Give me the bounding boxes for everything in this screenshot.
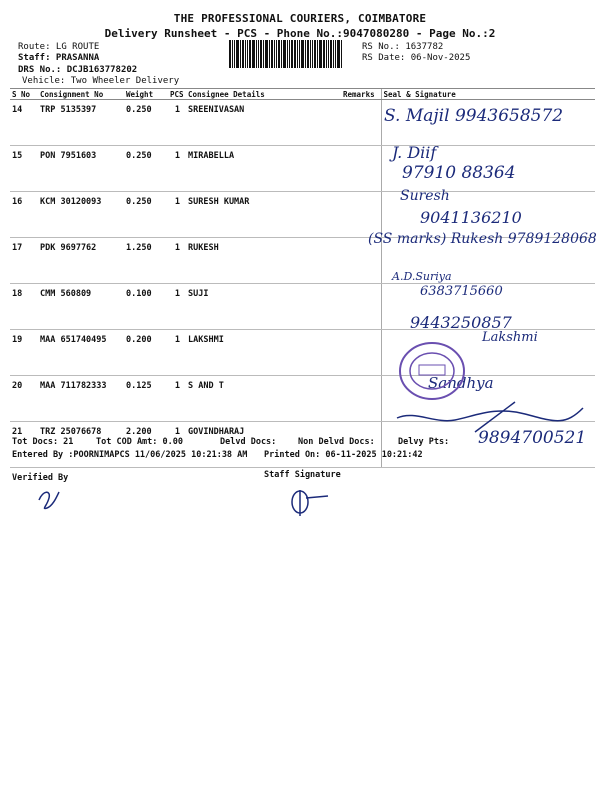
pcs-cell: 1 bbox=[168, 146, 186, 192]
weight-cell: 0.100 bbox=[124, 284, 168, 330]
verified-by-label: Verified By bbox=[12, 473, 69, 483]
remarks-cell bbox=[341, 284, 381, 330]
weight-cell: 0.200 bbox=[124, 330, 168, 376]
company-title: THE PROFESSIONAL COURIERS, COIMBATORE bbox=[173, 12, 427, 25]
col-seal: Seal & Signature bbox=[381, 89, 595, 100]
sno-cell: 19 bbox=[10, 330, 38, 376]
total-docs: Tot Docs: 21 bbox=[12, 437, 74, 447]
remarks-cell bbox=[341, 146, 381, 192]
company-stamp bbox=[397, 340, 467, 402]
col-sno: S No bbox=[10, 89, 38, 100]
consignment-cell: MAA 651740495 bbox=[38, 330, 124, 376]
consignment-cell: KCM 30120093 bbox=[38, 192, 124, 238]
handwriting-row-19-name: Lakshmi bbox=[482, 330, 538, 345]
total-cod-amount: Tot COD Amt: 0.00 bbox=[96, 437, 183, 447]
route-label: Route: LG ROUTE bbox=[18, 42, 100, 52]
handwriting-delivery-points: 9894700521 bbox=[478, 428, 587, 448]
handwriting-row-15-phone: 97910 88364 bbox=[402, 163, 516, 183]
rs-number: RS No.: 1637782 bbox=[362, 42, 444, 52]
handwriting-row-18-phone: 6383715660 bbox=[420, 284, 503, 299]
consignee-cell: SUJI bbox=[186, 284, 341, 330]
pcs-cell: 1 bbox=[168, 330, 186, 376]
barcode bbox=[229, 40, 357, 68]
handwriting-row-16-phone: 9041136210 bbox=[420, 208, 522, 227]
pcs-cell: 1 bbox=[168, 422, 186, 468]
weight-cell: 0.250 bbox=[124, 192, 168, 238]
weight-cell: 2.200 bbox=[124, 422, 168, 468]
staff-signature-label: Staff Signature bbox=[264, 470, 341, 480]
long-signature-stroke bbox=[395, 400, 585, 436]
consignment-cell: TRZ 25076678 bbox=[38, 422, 124, 468]
drs-label: DRS No.: DCJB163778202 bbox=[18, 65, 138, 75]
printed-on: Printed On: 06-11-2025 10:21:42 bbox=[264, 450, 423, 460]
consignee-cell: RUKESH bbox=[186, 238, 341, 284]
rs-date: RS Date: 06-Nov-2025 bbox=[362, 53, 471, 63]
handwriting-row-20: Sandhya bbox=[428, 374, 494, 392]
sno-cell: 16 bbox=[10, 192, 38, 238]
consignment-cell: PDK 9697762 bbox=[38, 238, 124, 284]
weight-cell: 0.125 bbox=[124, 376, 168, 422]
delivery-points: Delvy Pts: bbox=[398, 437, 450, 447]
consignee-cell: GOVINDHARAJ bbox=[186, 422, 341, 468]
consignee-cell: S AND T bbox=[186, 376, 341, 422]
pcs-cell: 1 bbox=[168, 376, 186, 422]
handwriting-row-18-name: A.D.Suriya bbox=[392, 270, 452, 283]
table-header bbox=[10, 89, 595, 100]
sno-cell: 18 bbox=[10, 284, 38, 330]
delivered-docs: Delvd Docs: bbox=[220, 437, 277, 447]
sno-cell: 17 bbox=[10, 238, 38, 284]
consignment-cell: PON 7951603 bbox=[38, 146, 124, 192]
handwriting-row-19-phone: 9443250857 bbox=[410, 313, 512, 332]
weight-cell: 1.250 bbox=[124, 238, 168, 284]
sno-cell: 20 bbox=[10, 376, 38, 422]
sno-cell: 14 bbox=[10, 100, 38, 146]
consignment-cell: TRP 5135397 bbox=[38, 100, 124, 146]
consignment-cell: CMM 560809 bbox=[38, 284, 124, 330]
remarks-cell bbox=[341, 330, 381, 376]
consignee-cell: MIRABELLA bbox=[186, 146, 341, 192]
pcs-cell: 1 bbox=[168, 192, 186, 238]
consignee-cell: SURESH KUMAR bbox=[186, 192, 341, 238]
runsheet-title: Delivery Runsheet - PCS - Phone No.:9047080280 - Page No.:2 bbox=[104, 27, 496, 40]
weight-cell: 0.250 bbox=[124, 100, 168, 146]
pcs-cell: 1 bbox=[168, 238, 186, 284]
handwriting-row-16-name: Suresh bbox=[400, 188, 450, 204]
handwriting-row-17: (SS marks) Rukesh 9789128068 bbox=[368, 231, 597, 247]
sno-cell: 15 bbox=[10, 146, 38, 192]
verified-signature bbox=[35, 488, 63, 512]
staff-label: Staff: PRASANNA bbox=[18, 53, 100, 63]
handwriting-row-14: S. Majil 9943658572 bbox=[384, 106, 564, 126]
consignee-cell: SREENIVASAN bbox=[186, 100, 341, 146]
consignment-cell: MAA 711782333 bbox=[38, 376, 124, 422]
col-consignment: Consignment No bbox=[38, 89, 124, 100]
col-consignee: Consignee Details bbox=[186, 89, 341, 100]
vehicle-label: Vehicle: Two Wheeler Delivery bbox=[22, 76, 180, 86]
col-weight: Weight bbox=[124, 89, 168, 100]
pcs-cell: 1 bbox=[168, 100, 186, 146]
non-delivered-docs: Non Delvd Docs: bbox=[298, 437, 375, 447]
remarks-cell bbox=[341, 376, 381, 422]
col-pcs: PCS bbox=[168, 89, 186, 100]
sno-cell: 21 bbox=[10, 422, 38, 468]
col-remarks: Remarks bbox=[341, 89, 381, 100]
weight-cell: 0.250 bbox=[124, 146, 168, 192]
consignee-cell: LAKSHMI bbox=[186, 330, 341, 376]
remarks-cell bbox=[341, 100, 381, 146]
handwriting-row-15-name: J. Diif bbox=[392, 143, 437, 162]
pcs-cell: 1 bbox=[168, 284, 186, 330]
staff-signature-mark bbox=[288, 484, 332, 518]
entered-by: Entered By :POORNIMAPCS 11/06/2025 10:21:38 AM bbox=[12, 450, 248, 460]
